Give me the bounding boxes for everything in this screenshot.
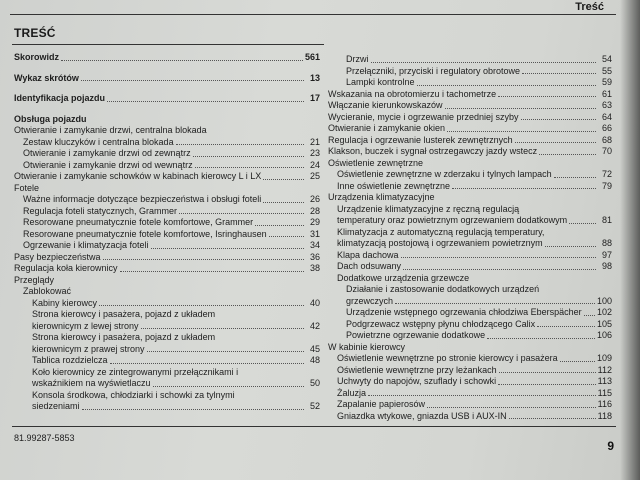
toc-entry [328, 192, 612, 204]
dot-leader [395, 303, 595, 304]
toc-entry-title: Ogrzewanie i klimatyzacja foteli [23, 240, 149, 250]
toc-entry-page: 106 [596, 330, 612, 340]
dot-leader [487, 338, 595, 339]
toc-entry [14, 217, 320, 229]
toc-entry [14, 355, 320, 367]
dot-leader [554, 177, 596, 178]
toc-entry [14, 309, 320, 321]
dot-leader [61, 60, 303, 61]
dot-leader [427, 407, 596, 408]
toc-entry-title: Włączanie kierunkowskazów [328, 100, 443, 110]
dot-leader [560, 361, 595, 362]
toc-entry-title: Konsola środkowa, chłodziarki i schowki za tylnymi [32, 389, 235, 400]
toc-entry-page: 23 [309, 148, 320, 158]
toc-entry [14, 344, 320, 356]
toc-entry [328, 376, 612, 388]
dot-leader [569, 223, 596, 224]
dot-leader [195, 167, 304, 168]
toc-entry-title: Oświetlenie wewnętrzne po stronie kierowcy i pasażera [337, 353, 558, 363]
toc-entry-page: 61 [601, 88, 612, 99]
toc-entry-page: 17 [309, 93, 320, 103]
toc-entry-page: 68 [601, 134, 612, 145]
toc-entry [328, 227, 612, 239]
dot-leader [499, 372, 596, 373]
toc-entry [14, 93, 320, 105]
toc-entry [328, 204, 612, 216]
toc-entry [328, 238, 612, 250]
toc-entry-title: Fotele [14, 182, 40, 193]
toc-entry [14, 332, 320, 344]
toc-entry-page: 50 [309, 378, 320, 388]
toc-entry-page: 24 [309, 159, 320, 170]
toc-entry-title: Gniazdka wtykowe, gniazda USB i AUX-IN [337, 410, 507, 421]
dot-leader [99, 305, 304, 306]
toc-entry-page: 98 [601, 261, 612, 271]
toc-entry [328, 342, 612, 354]
dot-leader [269, 236, 304, 237]
toc-entry-page: 25 [309, 171, 320, 181]
toc-entry-page: 105 [596, 318, 612, 329]
toc-entry [14, 298, 320, 310]
toc-entry-page: 109 [596, 353, 612, 363]
dot-leader [403, 269, 596, 270]
toc-entry-page: 81 [601, 215, 612, 225]
toc-entry [14, 114, 320, 126]
dot-leader [509, 418, 596, 419]
toc-entry-title: Wskazania na obrotomierzu i tachometrze [328, 88, 497, 99]
toc-entry-page: 66 [601, 123, 612, 133]
toc-entry-title: Regulacja foteli statycznych, Grammer [23, 205, 178, 216]
toc-entry-page: 28 [309, 205, 320, 216]
toc-entry-title: Zapalanie papierosów [337, 399, 426, 409]
toc-entry-title: Koło kierownicy ze zintegrowanymi przełącznikami i [32, 366, 239, 377]
toc-entry [328, 365, 612, 377]
toc-entry [14, 275, 320, 287]
toc-entry-title: Wykaz skrótów [14, 72, 79, 83]
toc-entry-page: 45 [309, 343, 320, 354]
toc-entry [328, 296, 612, 308]
toc-entry [328, 319, 612, 331]
toc-entry-title: Lampki kontrolne [346, 77, 415, 87]
toc-entry-title: Oświetlenie wewnętrzne przy leżankach [337, 364, 497, 375]
dot-leader [452, 188, 596, 189]
dot-leader [445, 108, 596, 109]
toc-entry-title: Resorowane pneumatycznie fotele komfortowe, Grammer [23, 217, 254, 227]
toc-entry-page: 52 [309, 401, 320, 411]
toc-entry-title: Strona kierowcy i pasażera, pojazd z układem [32, 332, 216, 342]
toc-entry-page: 29 [309, 217, 320, 227]
toc-entry-title: Żaluzja [337, 387, 367, 398]
toc-entry-title: Otwieranie i zamykanie okien [328, 123, 446, 133]
toc-entry-page: 48 [309, 355, 320, 365]
toc-entry [328, 54, 612, 66]
toc-entry [14, 148, 320, 160]
dot-leader [401, 257, 596, 258]
toc-entry-title: Dach odsuwany [337, 261, 402, 271]
toc-entry-page: 34 [309, 240, 320, 250]
toc-entry [328, 135, 612, 147]
toc-entry [14, 52, 320, 64]
dot-leader [120, 271, 304, 272]
toc-entry [14, 183, 320, 195]
dot-leader [522, 73, 596, 74]
toc-entry-page: 70 [601, 146, 612, 156]
toc-entry [328, 66, 612, 78]
dot-leader [176, 144, 304, 145]
toc-entry [328, 169, 612, 181]
dot-leader [521, 119, 597, 120]
toc-entry-title: Działanie i zastosowanie dodatkowych urządzeń [346, 284, 540, 294]
toc-entry [14, 206, 320, 218]
toc-entry-title: Inne oświetlenie zewnętrzne [337, 180, 451, 191]
dot-leader [193, 156, 304, 157]
toc-entry-page: 561 [304, 52, 320, 62]
toc-entry [14, 137, 320, 149]
toc-entry-title: Otwieranie i zamykanie drzwi, centralna blokada [14, 125, 207, 135]
toc-entry-title: Urządzenie wstępnego ogrzewania chłodziwa Eberspächer [346, 307, 582, 317]
toc-entry-page: 26 [309, 194, 320, 204]
dot-leader [537, 326, 595, 327]
toc-entry [328, 89, 612, 101]
toc-entry-title: siedzeniami [32, 401, 80, 411]
toc-entry [328, 388, 612, 400]
dot-leader [417, 85, 596, 86]
dot-leader [545, 246, 596, 247]
toc-entry [328, 181, 612, 193]
toc-entry-page: 54 [601, 54, 612, 64]
toc-entry-title: Powietrzne ogrzewanie dodatkowe [346, 330, 486, 340]
dot-leader [103, 259, 304, 260]
toc-entry-title: Pasy bezpieczeństwa [14, 251, 101, 262]
toc-entry-title: Klapa dachowa [337, 249, 399, 260]
dot-leader [515, 142, 596, 143]
dot-leader [81, 80, 304, 81]
toc-entry [328, 123, 612, 135]
toc-entry-title: Obsługa pojazdu [14, 113, 87, 124]
toc-entry-title: temperatury oraz powietrznym ogrzewaniem dodatkowym [337, 215, 568, 225]
running-header: Treść [575, 1, 604, 13]
toc-entry-page: 21 [309, 136, 320, 147]
toc-entry [14, 378, 320, 390]
toc-entry-title: Klakson, buczek i sygnał ostrzegawczy jazdy wstecz [328, 146, 538, 156]
toc-entry-title: Zablokować [23, 286, 72, 296]
dot-leader [179, 213, 304, 214]
toc-entry-title: Otwieranie i zamykanie drzwi od zewnątrz [23, 148, 191, 158]
dot-leader [153, 386, 304, 387]
dot-leader [447, 131, 596, 132]
dot-leader [255, 225, 304, 226]
toc-entry-title: Przeglądy [14, 274, 55, 285]
toc-entry-title: Podgrzewacz wstępny płynu chłodzącego Calix [346, 318, 536, 329]
toc-left-column [14, 52, 320, 413]
toc-entry [328, 330, 612, 342]
dot-leader [498, 96, 596, 97]
toc-entry-page: 112 [597, 364, 612, 375]
toc-entry [328, 273, 612, 285]
toc-entry [328, 353, 612, 365]
toc-entry-title: grzewczych [346, 295, 394, 306]
dot-leader [584, 315, 595, 316]
toc-entry-title: Wycieranie, mycie i ogrzewanie przedniej szyby [328, 111, 519, 122]
toc-entry [328, 284, 612, 296]
toc-entry [14, 321, 320, 333]
toc-entry-page: 97 [601, 249, 612, 260]
toc-entry-title: Urządzenia klimatyzacyjne [328, 192, 435, 202]
toc-entry [328, 250, 612, 262]
toc-entry-title: Identyfikacja pojazdu [14, 93, 106, 103]
toc-entry [328, 215, 612, 227]
toc-entry-page: 40 [309, 297, 320, 308]
toc-entry-title: Tablica rozdzielcza [32, 355, 108, 365]
dot-leader [498, 384, 596, 385]
toc-entry-title: klimatyzacją postojową i ogrzewaniem powietrznym [337, 238, 543, 248]
toc-entry [14, 160, 320, 172]
toc-entry-page: 36 [309, 251, 320, 262]
toc-entry-title: Kabiny kierowcy [32, 297, 98, 308]
footer-rule [12, 426, 616, 427]
toc-entry [328, 77, 612, 89]
toc-entry-title: Otwieranie i zamykanie schowków w kabinach kierowcy L i LX [14, 171, 262, 181]
toc-entry-title: Klimatyzacja z automatyczną regulacją temperatury, [337, 226, 545, 237]
toc-entry [14, 390, 320, 402]
toc-entry [328, 411, 612, 423]
title-rule [12, 44, 324, 45]
toc-entry [14, 240, 320, 252]
toc-entry-page: 88 [601, 238, 612, 248]
toc-entry [14, 171, 320, 183]
page-title: TREŚĆ [14, 26, 56, 40]
dot-leader [82, 409, 304, 410]
toc-entry-page: 113 [597, 376, 612, 386]
toc-entry [328, 158, 612, 170]
dot-leader [151, 248, 304, 249]
toc-entry-page: 115 [597, 387, 612, 398]
toc-entry [328, 100, 612, 112]
toc-entry-title: Przełączniki, przyciski i regulatory obrotowe [346, 65, 521, 76]
dot-leader [263, 179, 304, 180]
toc-entry [14, 125, 320, 137]
toc-entry-page: 79 [601, 180, 612, 191]
toc-entry-page: 38 [309, 263, 320, 273]
toc-entry-page: 72 [601, 169, 612, 179]
dot-leader [371, 62, 597, 63]
toc-entry [14, 73, 320, 85]
toc-entry [14, 263, 320, 275]
toc-entry-title: Strona kierowcy i pasażera, pojazd z układem [32, 309, 216, 319]
toc-entry-title: Urządzenie klimatyzacyjne z ręczną regulacją [337, 203, 520, 214]
toc-entry-title: Oświetlenie zewnętrzne w zderzaku i tylnych lampach [337, 169, 552, 179]
toc-entry-page: 31 [309, 228, 320, 239]
toc-entry-page: 55 [601, 65, 612, 76]
dot-leader [539, 154, 596, 155]
toc-entry [328, 146, 612, 158]
toc-entry [14, 401, 320, 413]
toc-entry [328, 261, 612, 273]
toc-entry [328, 307, 612, 319]
toc-entry-page: 102 [596, 307, 612, 317]
dot-leader [147, 351, 304, 352]
toc-entry-title: kierownicym z prawej strony [32, 343, 145, 354]
toc-entry-page: 42 [309, 320, 320, 331]
toc-entry-page: 118 [597, 410, 612, 421]
toc-entry [14, 252, 320, 264]
dot-leader [368, 395, 596, 396]
dot-leader [263, 202, 304, 203]
toc-entry [328, 399, 612, 411]
toc-entry [14, 286, 320, 298]
toc-entry-title: Regulacja koła kierownicy [14, 263, 118, 273]
document-number: 81.99287-5853 [14, 433, 75, 443]
page-edge-shadow [620, 0, 640, 480]
page-number: 9 [607, 439, 614, 453]
toc-entry-page: 116 [597, 399, 612, 409]
toc-entry-page: 64 [601, 111, 612, 122]
header-rule [10, 14, 616, 15]
toc-entry-title: W kabinie kierowcy [328, 341, 406, 352]
toc-entry-page: 100 [596, 295, 612, 306]
toc-entry [14, 229, 320, 241]
toc-entry-title: Drzwi [346, 54, 369, 64]
toc-right-column [328, 54, 612, 422]
toc-entry-title: kierownicym z lewej strony [32, 320, 139, 331]
toc-entry [14, 367, 320, 379]
toc-entry-page: 13 [309, 72, 320, 83]
dot-leader [141, 328, 304, 329]
toc-entry-title: Uchwyty do napojów, szuflady i schowki [337, 376, 497, 386]
toc-entry [14, 194, 320, 206]
toc-entry-title: wskaźnikiem na wyświetlaczu [32, 378, 151, 388]
toc-entry-title: Regulacja i ogrzewanie lusterek zewnętrznych [328, 134, 513, 145]
toc-entry-title: Ważne informacje dotyczące bezpieczeństwa i obsługi foteli [23, 194, 262, 204]
toc-entry-title: Skorowidz [14, 52, 60, 62]
toc-entry-title: Zestaw kluczyków i centralna blokada [23, 136, 174, 147]
toc-entry-title: Dodatkowe urządzenia grzewcze [337, 272, 470, 283]
toc-entry-page: 59 [601, 77, 612, 87]
toc-entry-title: Oświetlenie zewnętrzne [328, 157, 424, 168]
toc-entry-title: Otwieranie i zamykanie drzwi od wewnątrz [23, 159, 193, 170]
toc-entry-page: 63 [601, 100, 612, 110]
dot-leader [107, 101, 304, 102]
toc-entry [328, 112, 612, 124]
dot-leader [110, 363, 304, 364]
toc-entry-title: Resorowane pneumatycznie fotele komfortowe, Isringhausen [23, 228, 267, 239]
